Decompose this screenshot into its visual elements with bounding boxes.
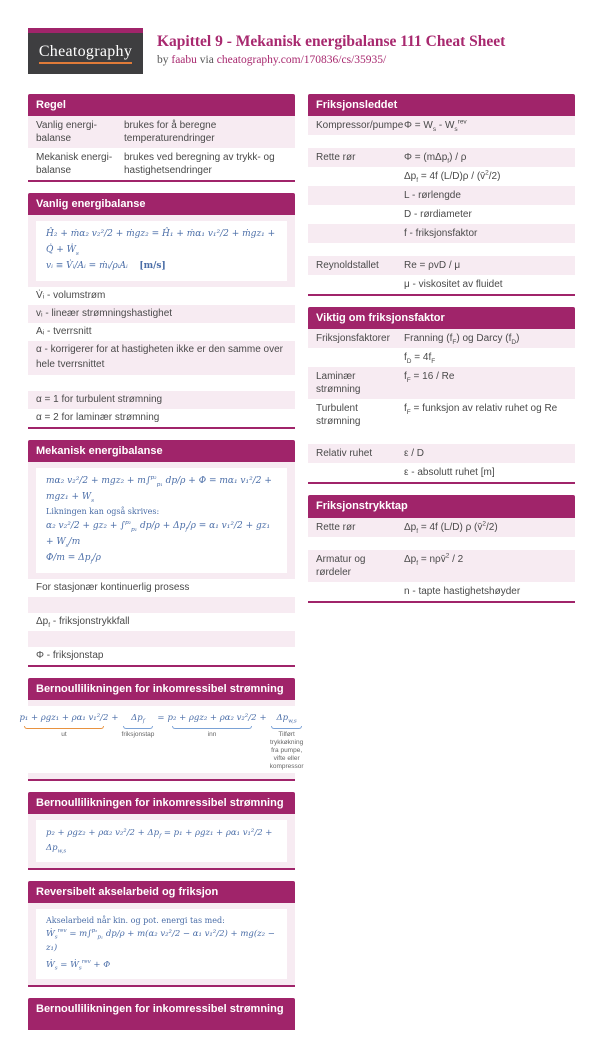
definition-cell: $\Delta p_f = 4f$ (L/D)ρ / (v̄$^2$/2) [404,169,501,185]
right-column [308,94,575,614]
formula-line: α₂ v₂²/2 + gz₂ + ∫$^{p_2}_{p_1}$ $dp/\rho + \Delta p_f/\rho = \alpha_1$ $v_1^2/2 + gz_1 + W_s/m$ [46,520,271,549]
cheatography-logo[interactable] [28,28,143,74]
term-cell: Turbulent strømning [316,403,361,428]
page-title: Kapittel 9 - Mekanisk energibalanse 111 Cheat Sheet [157,33,506,50]
table-row [28,116,295,148]
section-viktig-friksjonsfaktor [308,307,575,484]
list-item: Aᵢ - tverrsnitt [36,326,92,338]
section-friksjonstrykktap [308,495,575,602]
formula-row [19,700,304,779]
term-cell: Friksjonsfaktorer [316,333,390,345]
list-item-spacer [28,631,295,647]
table-row [308,329,575,348]
equation-term: p₂ + ρgz₂ + ρα₂ v₂²/2 [167,712,257,723]
term-cell [308,537,400,550]
section-mekanisk-energibalanse [28,440,295,667]
term-cell [308,167,400,186]
term-cell [308,348,400,367]
definition-cell: $\Delta p_f = 4f$ (L/D) ρ (v̄$^2$/2) [404,520,498,535]
definition-cell: Φ = (mΔp$_f$) / ρ [404,152,467,166]
definition-cell: L - rørlengde [404,190,461,202]
sheet-url-link[interactable]: cheatography.com/170836/cs/35935/ [216,54,387,67]
underbrace [271,726,302,729]
section-bernoulli-1 [19,678,304,782]
list-item-spacer [28,375,295,391]
section-header: Friksjonstrykktap [308,495,575,517]
underbrace [123,726,153,729]
term-cell [308,275,400,294]
formula-line: vᵢ ≡ V̇ᵢ/Aᵢ = ṁᵢ/ρᵢAᵢ [m/s] [46,260,166,271]
table-row [308,444,575,463]
formula-row [28,903,295,985]
list-item: vᵢ - lineær strømningshastighet [28,305,295,323]
definition-cell [400,431,575,444]
byline [157,54,505,66]
table-row [308,275,575,294]
formula-image [36,468,287,573]
term-cell [308,243,400,256]
equation-group [168,712,257,739]
formula-line: Ĥ₂ + ṁα₂ v₂²/2 + ṁgz₂ = Ĥ₁ + ṁα₁ v₁²/2 + ṁgz₁ + Q̇ + Ẇ$_s$ [46,229,276,257]
definition-cell: f - friksjonsfaktor [404,228,478,240]
formula-image [36,909,287,979]
section-reversibelt [28,881,295,987]
table-row-spacer [308,537,575,550]
table-row [308,116,575,135]
definition-cell: brukes for å beregne temperaturendringer [124,120,217,145]
term-cell [308,582,400,601]
table-row [28,148,295,180]
section-friksjonsleddet [308,94,575,296]
formula-image [13,706,309,773]
formula-image [36,221,287,280]
section-bernoulli-3 [28,998,295,1030]
left-column [19,94,304,1041]
table-row [308,186,575,205]
section-header: Viktig om friksjonsfaktor [308,307,575,329]
list-item: Φ - friksjonstap [36,650,104,662]
section-regel [28,94,295,182]
table-row [308,399,575,431]
formula-caption: Likningen kan også skrives: [46,507,160,517]
formula-image [36,820,287,862]
table-row [308,167,575,186]
formula-line: Ẇ$_s^{rev}$ = m∫$^{p_2}_{p_1}$ dp/ρ + m(α₂ v₂²/2 − α₁ v₁²/2) + mg(z₂ − z₁) [46,928,275,953]
term-cell: Rette rør [316,521,356,533]
columns [19,94,575,1041]
byline-by: by [157,54,169,67]
section-header: Bernoullilikningen for inkomressibel strømning [28,998,295,1028]
formula-line: $\Phi/m = \Delta p_f/\rho$ [46,552,101,565]
formula-line: mα₂ v₂²/2 + mgz₂ + m∫$^{p_2}_{p_1}$ dp/ρ + Φ = mα₁ $v_1^2/2 + mgz_1 + W_s$ [46,474,272,504]
term-cell [308,186,400,205]
byline-via: via [199,54,214,67]
operator: + [111,712,119,723]
definition-cell: D - rørdiameter [404,209,472,221]
formula-caption: Akselarbeid når kin. og pot. energi tas med: [46,916,225,926]
table-row [308,148,575,167]
section-header: Reversibelt akselarbeid og friksjon [28,881,295,903]
term-cell [308,135,400,148]
formula-row [28,462,295,579]
term-cell [308,431,400,444]
list-item-spacer [28,597,295,613]
equation-group [270,712,304,771]
table-row [308,348,575,367]
term-cell: Armatur og rørdeler [316,553,366,578]
section-header: Bernoullilikningen for inkomressibel strømning [28,792,295,814]
underbrace [24,726,104,729]
cheatography-logo-text: Cheatography [39,43,132,64]
term-cell: Vanlig energi-balanse [36,120,97,145]
term-cell: Kompressor/pumpe [316,120,404,132]
list-item: V̇ᵢ - volumstrøm [36,290,106,302]
equation-term: $\Delta p_f$ [131,712,145,725]
table-row [308,205,575,224]
operator: + [259,712,267,723]
definition-cell [400,243,575,256]
term-cell: Laminær strømning [316,371,361,396]
equation-group [122,712,155,739]
definition-cell: ε / D [404,448,425,460]
table-row [308,463,575,482]
term-cell: Reynoldstallet [316,260,379,272]
section-header: Vanlig energibalanse [28,193,295,215]
section-vanlig-energibalanse [28,193,295,428]
equation-term: p₁ + ρgz₁ + ρα₁ v₁²/2 [19,712,109,723]
table-row [308,367,575,399]
brace-label: Tilført trykkøkning fra pumpe, vifte eller kompressor [269,730,304,770]
definition-cell: μ - viskositet av fluidet [404,279,503,291]
definition-cell: n - tapte hastighetshøyder [404,585,521,597]
table-row-spacer [308,135,575,148]
list-item: α - korrigerer for at hastigheten ikke er den samme over hele tverrsnittet [28,341,295,375]
definition-cell: brukes ved beregning av trykk- og hastighetsendringer [124,152,275,177]
formula-line: p₂ + ρgz₂ + ρα₂ $v_2^2/2 + \Delta p_f = p_1 + \rho gz_1 + \rho\alpha_1$ $v_1^2/2 + \Delta p_{w,s}$ [46,828,273,855]
definition-cell: $f_D = 4f_F$ [404,352,436,366]
section-header: Bernoullilikningen for inkomressibel strømning [28,678,295,700]
table-row-spacer [308,431,575,444]
definition-cell [400,537,575,550]
section-header: Mekanisk energibalanse [28,440,295,462]
term-cell [308,224,400,243]
list-item: $\Delta p_f$ - friksjonstrykkfall [36,616,130,630]
equation-term: $\Delta p_{w,s}$ [276,712,297,725]
table-row [308,582,575,601]
masthead-text [157,28,505,66]
definition-cell: Re = ρvD / μ [404,260,461,272]
term-cell: Mekanisk energi-balanse [36,152,113,177]
section-bernoulli-2 [28,792,295,870]
definition-cell: $f_F$ = funksjon av relativ ruhet og Re [404,403,558,417]
definition-cell: $f_F = 16 / Re$ [404,371,455,385]
definition-cell: $\Delta p_f$ = nρv̄$^2$ / 2 [404,552,464,567]
list-item: α = 1 for turbulent strømning [28,391,295,409]
table-row [308,518,575,537]
definition-cell [400,135,575,148]
table-row [308,550,575,582]
masthead [28,28,575,74]
brace-label: ut [61,730,67,738]
formula-line: Ẇ$_s$ = Ẇ$_s^{rev}$ + Φ [46,959,111,972]
definition-cell: Franning $(f_F)$ og Darcy $(f_D)$ [404,333,520,347]
formula-row [28,215,295,286]
equation-group [19,712,108,739]
term-cell [308,205,400,224]
table-row-spacer [308,243,575,256]
formula-row [28,814,295,868]
term-cell: Rette rør [316,152,356,164]
section-header: Friksjonsleddet [308,94,575,116]
list-item: For stasjonær kontinuerlig prosess [36,582,190,594]
brace-label: inn [207,730,217,738]
definition-cell: ε - absolutt ruhet [m] [404,467,495,479]
section-header: Regel [28,94,295,116]
brace-label: friksjonstap [121,730,155,738]
table-row [308,256,575,275]
definition-cell: $\Phi = W_s - W_s^{rev}$ [404,118,467,134]
term-cell [308,463,400,482]
underbrace [172,726,252,729]
table-row [308,224,575,243]
list-item: α = 2 for laminær strømning [36,412,160,424]
author-link[interactable]: faabu [171,54,197,67]
term-cell: Relativ ruhet [316,448,373,460]
operator: = [157,712,165,723]
